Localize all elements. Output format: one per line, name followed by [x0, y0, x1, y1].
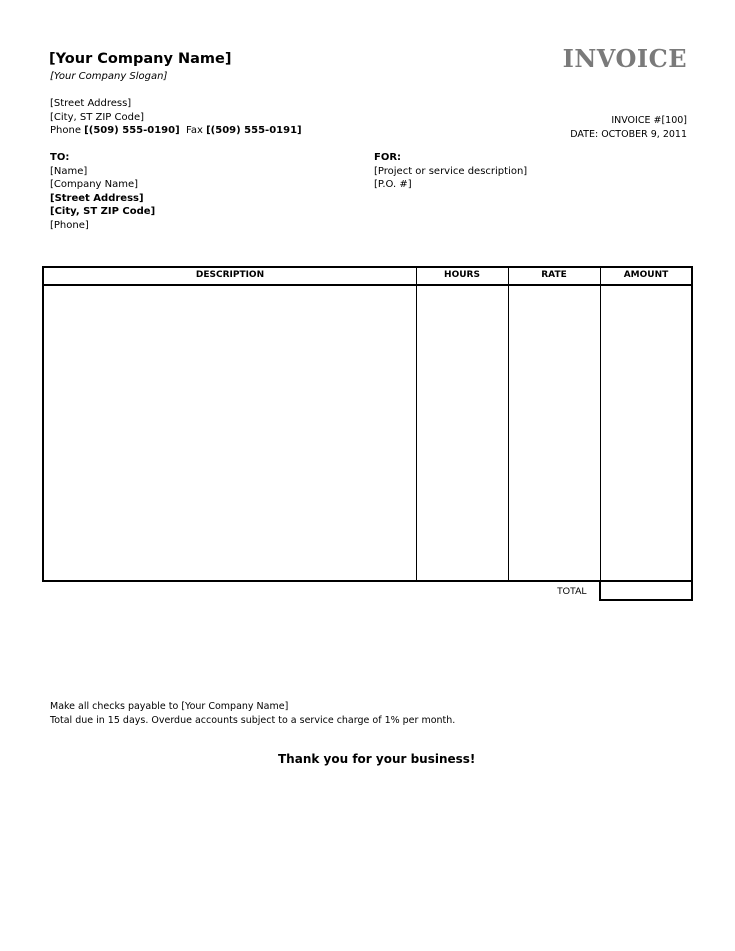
bill-to-block [50, 151, 155, 232]
for-po: [P.O. #] [374, 179, 412, 190]
total-label: TOTAL [557, 586, 587, 597]
to-label: TO: [50, 152, 70, 163]
column-divider [508, 268, 509, 580]
to-city: [City, ST ZIP Code] [50, 206, 156, 217]
to-phone: [Phone] [50, 219, 89, 231]
company-contact [50, 124, 302, 138]
column-header-hours: HOURS [444, 270, 480, 280]
column-header-rate: RATE [541, 270, 567, 280]
to-street: [Street Address] [50, 192, 144, 204]
total-value [599, 581, 693, 601]
company-name: [Your Company Name] [49, 51, 232, 67]
phone-label: Phone [50, 125, 81, 136]
for-block [374, 151, 527, 192]
fax-value: [(509) 555-0191] [206, 125, 302, 136]
for-label: FOR: [374, 152, 402, 163]
footer-notes [50, 700, 455, 728]
invoice-title: INVOICE [562, 44, 687, 73]
company-city: [City, ST ZIP Code] [50, 111, 145, 123]
column-header-amount: AMOUNT [623, 270, 669, 280]
invoice-number: INVOICE #[100] [611, 115, 687, 126]
to-company: [Company Name] [50, 179, 139, 190]
header-divider [44, 284, 691, 286]
fax-label: Fax [186, 125, 203, 136]
company-slogan: [Your Company Slogan] [50, 71, 168, 82]
company-address [50, 97, 302, 138]
thank-you-message: Thank you for your business! [278, 752, 476, 766]
column-divider [416, 268, 417, 580]
line-items-table [42, 266, 693, 582]
column-header-description: DESCRIPTION [195, 270, 265, 280]
column-divider [600, 268, 601, 580]
payable-note: Make all checks payable to [Your Company Name] [50, 701, 289, 712]
invoice-date: DATE: OCTOBER 9, 2011 [570, 128, 687, 140]
phone-value: [(509) 555-0190] [84, 125, 180, 136]
terms-note: Total due in 15 days. Overdue accounts subject to a service charge of 1% per month. [50, 715, 456, 726]
invoice-meta [570, 114, 687, 141]
to-name: [Name] [50, 165, 88, 177]
for-description: [Project or service description] [374, 165, 528, 177]
company-street: [Street Address] [50, 98, 132, 109]
